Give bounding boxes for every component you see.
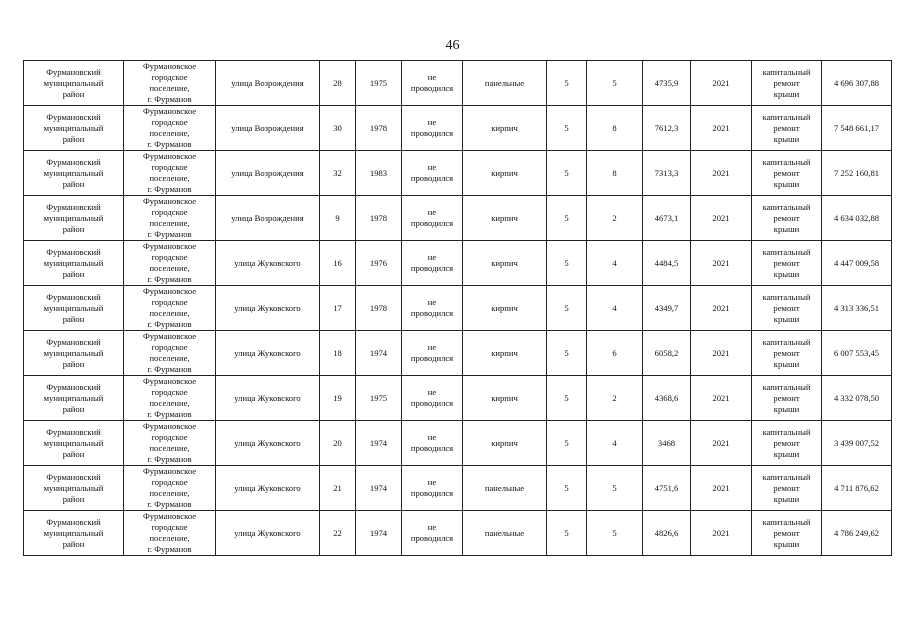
table-row bbox=[24, 196, 892, 241]
reconstruction-cell: не проводился bbox=[402, 196, 463, 241]
plan-year-cell: 2021 bbox=[691, 331, 752, 376]
housing-repair-table bbox=[23, 60, 892, 556]
plan-year-cell: 2021 bbox=[691, 61, 752, 106]
reconstruction-cell: не проводился bbox=[402, 151, 463, 196]
entrances-cell: 5 bbox=[587, 511, 643, 556]
wall-material-cell: кирпич bbox=[463, 376, 547, 421]
plan-year-cell: 2021 bbox=[691, 106, 752, 151]
work-type-cell: капитальный ремонт крыши bbox=[752, 376, 822, 421]
district-cell: Фурмановский муниципальный район bbox=[24, 511, 124, 556]
reconstruction-cell: не проводился bbox=[402, 286, 463, 331]
cost-cell: 4 634 032,88 bbox=[822, 196, 892, 241]
district-cell: Фурмановский муниципальный район bbox=[24, 331, 124, 376]
floors-cell: 5 bbox=[547, 151, 587, 196]
build-year-cell: 1976 bbox=[356, 241, 402, 286]
work-type-cell: капитальный ремонт крыши bbox=[752, 196, 822, 241]
cost-cell: 4 711 876,62 bbox=[822, 466, 892, 511]
area-cell: 3468 bbox=[643, 421, 691, 466]
floors-cell: 5 bbox=[547, 331, 587, 376]
district-cell: Фурмановский муниципальный район bbox=[24, 151, 124, 196]
work-type-cell: капитальный ремонт крыши bbox=[752, 286, 822, 331]
build-year-cell: 1974 bbox=[356, 421, 402, 466]
cost-cell: 4 332 078,50 bbox=[822, 376, 892, 421]
settlement-cell: Фурмановское городское поселение, г. Фурманов bbox=[124, 241, 216, 286]
house-number-cell: 20 bbox=[320, 421, 356, 466]
table-row bbox=[24, 331, 892, 376]
table-row bbox=[24, 151, 892, 196]
cost-cell: 4 313 336,51 bbox=[822, 286, 892, 331]
reconstruction-cell: не проводился bbox=[402, 466, 463, 511]
district-cell: Фурмановский муниципальный район bbox=[24, 376, 124, 421]
reconstruction-cell: не проводился bbox=[402, 241, 463, 286]
settlement-cell: Фурмановское городское поселение, г. Фурманов bbox=[124, 511, 216, 556]
settlement-cell: Фурмановское городское поселение, г. Фурманов bbox=[124, 331, 216, 376]
table-row bbox=[24, 286, 892, 331]
house-number-cell: 21 bbox=[320, 466, 356, 511]
entrances-cell: 2 bbox=[587, 196, 643, 241]
build-year-cell: 1978 bbox=[356, 286, 402, 331]
wall-material-cell: панельные bbox=[463, 511, 547, 556]
plan-year-cell: 2021 bbox=[691, 421, 752, 466]
plan-year-cell: 2021 bbox=[691, 511, 752, 556]
street-cell: улица Возрождения bbox=[216, 106, 320, 151]
floors-cell: 5 bbox=[547, 376, 587, 421]
floors-cell: 5 bbox=[547, 106, 587, 151]
plan-year-cell: 2021 bbox=[691, 196, 752, 241]
street-cell: улица Жуковского bbox=[216, 376, 320, 421]
wall-material-cell: кирпич bbox=[463, 286, 547, 331]
street-cell: улица Жуковского bbox=[216, 331, 320, 376]
street-cell: улица Жуковского bbox=[216, 241, 320, 286]
work-type-cell: капитальный ремонт крыши bbox=[752, 466, 822, 511]
plan-year-cell: 2021 bbox=[691, 151, 752, 196]
street-cell: улица Жуковского bbox=[216, 286, 320, 331]
area-cell: 6058,2 bbox=[643, 331, 691, 376]
district-cell: Фурмановский муниципальный район bbox=[24, 286, 124, 331]
reconstruction-cell: не проводился bbox=[402, 421, 463, 466]
entrances-cell: 5 bbox=[587, 466, 643, 511]
wall-material-cell: кирпич bbox=[463, 106, 547, 151]
wall-material-cell: кирпич bbox=[463, 241, 547, 286]
cost-cell: 7 548 661,17 bbox=[822, 106, 892, 151]
build-year-cell: 1975 bbox=[356, 61, 402, 106]
build-year-cell: 1974 bbox=[356, 331, 402, 376]
floors-cell: 5 bbox=[547, 286, 587, 331]
street-cell: улица Возрождения bbox=[216, 151, 320, 196]
settlement-cell: Фурмановское городское поселение, г. Фурманов bbox=[124, 286, 216, 331]
wall-material-cell: кирпич bbox=[463, 331, 547, 376]
house-number-cell: 30 bbox=[320, 106, 356, 151]
house-number-cell: 22 bbox=[320, 511, 356, 556]
reconstruction-cell: не проводился bbox=[402, 511, 463, 556]
street-cell: улица Возрождения bbox=[216, 61, 320, 106]
reconstruction-cell: не проводился bbox=[402, 331, 463, 376]
plan-year-cell: 2021 bbox=[691, 286, 752, 331]
wall-material-cell: панельные bbox=[463, 61, 547, 106]
district-cell: Фурмановский муниципальный район bbox=[24, 421, 124, 466]
reconstruction-cell: не проводился bbox=[402, 376, 463, 421]
settlement-cell: Фурмановское городское поселение, г. Фурманов bbox=[124, 376, 216, 421]
build-year-cell: 1978 bbox=[356, 196, 402, 241]
wall-material-cell: кирпич bbox=[463, 421, 547, 466]
house-number-cell: 28 bbox=[320, 61, 356, 106]
area-cell: 4349,7 bbox=[643, 286, 691, 331]
entrances-cell: 6 bbox=[587, 331, 643, 376]
cost-cell: 7 252 160,81 bbox=[822, 151, 892, 196]
work-type-cell: капитальный ремонт крыши bbox=[752, 331, 822, 376]
area-cell: 4735,9 bbox=[643, 61, 691, 106]
reconstruction-cell: не проводился bbox=[402, 106, 463, 151]
table-row bbox=[24, 376, 892, 421]
entrances-cell: 5 bbox=[587, 61, 643, 106]
table-row bbox=[24, 466, 892, 511]
cost-cell: 4 447 009,58 bbox=[822, 241, 892, 286]
settlement-cell: Фурмановское городское поселение, г. Фурманов bbox=[124, 151, 216, 196]
area-cell: 4673,1 bbox=[643, 196, 691, 241]
settlement-cell: Фурмановское городское поселение, г. Фурманов bbox=[124, 421, 216, 466]
wall-material-cell: кирпич bbox=[463, 151, 547, 196]
work-type-cell: капитальный ремонт крыши bbox=[752, 241, 822, 286]
wall-material-cell: кирпич bbox=[463, 196, 547, 241]
district-cell: Фурмановский муниципальный район bbox=[24, 61, 124, 106]
build-year-cell: 1975 bbox=[356, 376, 402, 421]
entrances-cell: 8 bbox=[587, 106, 643, 151]
table-row bbox=[24, 511, 892, 556]
area-cell: 4484,5 bbox=[643, 241, 691, 286]
build-year-cell: 1974 bbox=[356, 466, 402, 511]
street-cell: улица Жуковского bbox=[216, 511, 320, 556]
work-type-cell: капитальный ремонт крыши bbox=[752, 106, 822, 151]
cost-cell: 6 007 553,45 bbox=[822, 331, 892, 376]
floors-cell: 5 bbox=[547, 241, 587, 286]
floors-cell: 5 bbox=[547, 511, 587, 556]
table-row bbox=[24, 421, 892, 466]
plan-year-cell: 2021 bbox=[691, 241, 752, 286]
settlement-cell: Фурмановское городское поселение, г. Фурманов bbox=[124, 196, 216, 241]
entrances-cell: 4 bbox=[587, 421, 643, 466]
work-type-cell: капитальный ремонт крыши bbox=[752, 511, 822, 556]
house-number-cell: 18 bbox=[320, 331, 356, 376]
work-type-cell: капитальный ремонт крыши bbox=[752, 421, 822, 466]
area-cell: 4368,6 bbox=[643, 376, 691, 421]
build-year-cell: 1974 bbox=[356, 511, 402, 556]
district-cell: Фурмановский муниципальный район bbox=[24, 196, 124, 241]
house-number-cell: 16 bbox=[320, 241, 356, 286]
area-cell: 4751,6 bbox=[643, 466, 691, 511]
area-cell: 7313,3 bbox=[643, 151, 691, 196]
house-number-cell: 19 bbox=[320, 376, 356, 421]
settlement-cell: Фурмановское городское поселение, г. Фурманов bbox=[124, 61, 216, 106]
table-row bbox=[24, 106, 892, 151]
house-number-cell: 32 bbox=[320, 151, 356, 196]
plan-year-cell: 2021 bbox=[691, 466, 752, 511]
build-year-cell: 1983 bbox=[356, 151, 402, 196]
settlement-cell: Фурмановское городское поселение, г. Фурманов bbox=[124, 106, 216, 151]
area-cell: 7612,3 bbox=[643, 106, 691, 151]
cost-cell: 4 696 307,88 bbox=[822, 61, 892, 106]
settlement-cell: Фурмановское городское поселение, г. Фурманов bbox=[124, 466, 216, 511]
floors-cell: 5 bbox=[547, 421, 587, 466]
entrances-cell: 4 bbox=[587, 241, 643, 286]
cost-cell: 4 786 249,62 bbox=[822, 511, 892, 556]
entrances-cell: 4 bbox=[587, 286, 643, 331]
table-row bbox=[24, 61, 892, 106]
district-cell: Фурмановский муниципальный район bbox=[24, 241, 124, 286]
street-cell: улица Жуковского bbox=[216, 466, 320, 511]
house-number-cell: 17 bbox=[320, 286, 356, 331]
wall-material-cell: панельные bbox=[463, 466, 547, 511]
entrances-cell: 8 bbox=[587, 151, 643, 196]
table-row bbox=[24, 241, 892, 286]
build-year-cell: 1978 bbox=[356, 106, 402, 151]
floors-cell: 5 bbox=[547, 61, 587, 106]
street-cell: улица Возрождения bbox=[216, 196, 320, 241]
floors-cell: 5 bbox=[547, 196, 587, 241]
entrances-cell: 2 bbox=[587, 376, 643, 421]
district-cell: Фурмановский муниципальный район bbox=[24, 106, 124, 151]
plan-year-cell: 2021 bbox=[691, 376, 752, 421]
page-number: 46 bbox=[445, 38, 460, 53]
street-cell: улица Жуковского bbox=[216, 421, 320, 466]
house-number-cell: 9 bbox=[320, 196, 356, 241]
district-cell: Фурмановский муниципальный район bbox=[24, 466, 124, 511]
work-type-cell: капитальный ремонт крыши bbox=[752, 61, 822, 106]
area-cell: 4826,6 bbox=[643, 511, 691, 556]
floors-cell: 5 bbox=[547, 466, 587, 511]
reconstruction-cell: не проводился bbox=[402, 61, 463, 106]
work-type-cell: капитальный ремонт крыши bbox=[752, 151, 822, 196]
cost-cell: 3 439 007,52 bbox=[822, 421, 892, 466]
